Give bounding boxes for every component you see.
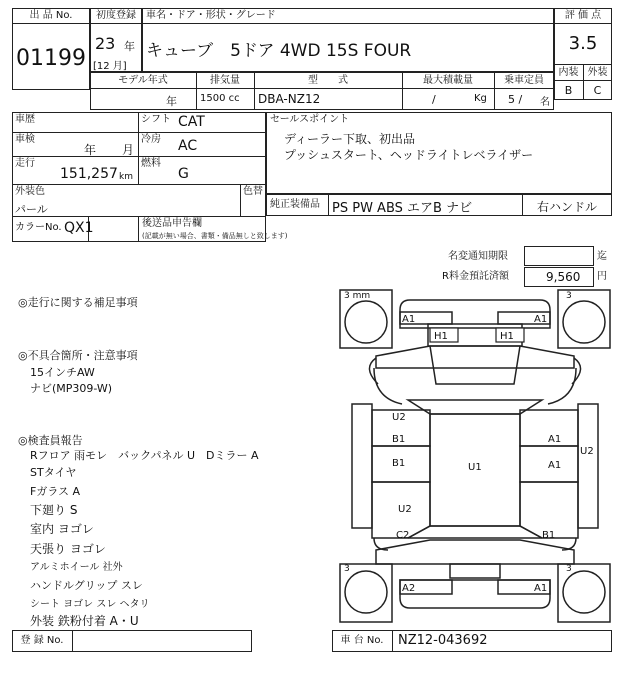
sales-points-label: セールスポイント (270, 114, 350, 125)
score-value: 3.5 (568, 33, 598, 54)
defect-2: ナビ(MP309-W) (30, 382, 113, 395)
shift-label: シフト (141, 114, 171, 125)
recycle-unit: 円 (597, 271, 607, 282)
info-h3 (12, 184, 266, 185)
aftermarket-note: (記載が無い場合、書類・備品無しと致します) (142, 232, 288, 240)
front-view (376, 346, 574, 368)
defects-title: ◎不具合箇所・注意事項 (18, 349, 138, 362)
lot-number: 01199 (16, 46, 86, 71)
fuel-label: 燃料 (141, 158, 161, 169)
displacement-label: 排気量 (210, 75, 240, 86)
mark-h1-left: H1 (434, 331, 448, 342)
mileage-unit: km (119, 172, 133, 182)
registration-label: 登 録 No. (20, 635, 64, 646)
lot-label: 出 品 No. (29, 10, 73, 21)
first-reg-year-unit: 年 (124, 40, 135, 53)
report-3: Fガラス A (30, 485, 81, 498)
capacity-label: 乗車定員 (504, 75, 544, 86)
max-load-label: 最大積載量 (423, 75, 473, 86)
mark-u2-right: U2 (580, 446, 594, 457)
driving-notes-title: ◎走行に関する補足事項 (18, 296, 138, 309)
mark-a2-bottom: A2 (402, 583, 416, 594)
equip-div-1 (328, 194, 329, 216)
model-year-label: モデル年式 (118, 75, 168, 86)
displacement-value: 1500 cc (200, 93, 240, 104)
report-2: STタイヤ (30, 466, 77, 479)
sales-point-line-1: ディーラー下取、初出品 (284, 132, 416, 146)
info-h1 (12, 132, 266, 133)
grade-label-line (554, 80, 612, 81)
handle-value: 右ハンドル (536, 200, 597, 214)
windshield (408, 400, 542, 414)
mark-u2-left: U2 (392, 412, 406, 423)
first-reg-month: [12 月] (93, 61, 127, 72)
name-change-unit: 迄 (597, 251, 607, 262)
rear-plate (450, 564, 500, 578)
info-h4 (12, 216, 266, 217)
type-label: 型 式 (308, 75, 348, 86)
tire-label-tr: 3 (566, 291, 572, 301)
exterior-color-label: 外装色 (15, 186, 45, 197)
info-h2 (12, 156, 266, 157)
type-value: DBA-NZ12 (258, 92, 321, 106)
inspection-month: 月 (122, 143, 135, 157)
mark-a1-bottom: A1 (534, 583, 548, 594)
mark-u1-center: U1 (468, 462, 482, 473)
windshield-top (430, 346, 520, 384)
report-10: 外装 鉄粉付着 A・U (30, 614, 139, 628)
score-label: 評 価 点 (564, 10, 602, 21)
mileage-value: 151,257 (60, 166, 118, 182)
shift-value: CAT (178, 114, 205, 130)
capacity-value: 5 / (508, 93, 523, 106)
mark-a1-right: A1 (548, 434, 562, 445)
tire-bl (345, 571, 387, 613)
recycle-value: 9,560 (546, 270, 581, 284)
registration-div (72, 630, 73, 652)
color-no-value: QX1 (64, 220, 94, 236)
info-vdiv-4 (138, 216, 139, 242)
first-reg-label: 初度登録 (96, 10, 136, 21)
info-vdiv-2 (240, 184, 241, 216)
exterior-grade: C (593, 84, 602, 97)
report-6: 天張り ヨゴレ (30, 542, 106, 556)
mileage-label: 走行 (15, 158, 35, 169)
first-reg-year: 23 (95, 34, 116, 53)
name-change-label: 名変通知期限 (448, 251, 508, 262)
inspector-title: ◎検査員報告 (18, 434, 83, 447)
report-5: 室内 ヨゴレ (30, 522, 94, 536)
color-no-label: カラーNo. (15, 222, 62, 233)
mark-a1-top-right: A1 (534, 314, 548, 325)
vehicle-name: キューブ 5ドア 4WD 15S FOUR (146, 41, 412, 61)
model-year-unit: 年 (166, 95, 177, 108)
fuel-value: G (178, 166, 189, 182)
chassis-label: 車 台 No. (340, 635, 384, 646)
tire-br (563, 571, 605, 613)
defect-1: 15インチAW (30, 366, 95, 379)
inspection-label: 車検 (15, 134, 35, 145)
info-vdiv (138, 112, 139, 184)
mark-h1-right: H1 (500, 331, 514, 342)
chassis-div (392, 630, 393, 652)
mark-b1-right: B1 (542, 530, 556, 541)
aftermarket-label: 後送品申告欄 (142, 218, 202, 229)
mark-a1-top-left: A1 (402, 314, 416, 325)
name-change-box (524, 246, 594, 266)
sales-point-line-2: プッシュスタート、ヘッドライトレベライザー (284, 148, 534, 162)
rear-view (376, 540, 574, 564)
report-1: Rフロア 雨モレ バックパネル U Dミラー A (30, 449, 259, 462)
recycle-label: R料金預託済額 (442, 271, 509, 282)
report-4: 下廻り S (30, 503, 78, 517)
ac-label: 冷房 (141, 134, 161, 145)
front-wheel-arch-left (374, 368, 402, 404)
interior-grade: B (564, 84, 573, 97)
interior-label: 内装 (558, 67, 579, 78)
repaint-label: 色替 (243, 186, 263, 197)
capacity-unit: 名 (540, 97, 550, 108)
mark-u2-left-lower: U2 (398, 504, 412, 515)
report-8: ハンドルグリップ スレ (30, 579, 143, 592)
report-9: シート ヨゴレ スレ ヘタリ (30, 599, 150, 610)
tire-label-bl: 3 (344, 564, 350, 574)
report-7: アルミホイール 社外 (30, 562, 123, 573)
front-wheel-arch-right (548, 368, 576, 404)
body-right-side (578, 404, 598, 528)
mark-c2-left: C2 (396, 530, 410, 541)
vehicle-label: 車名・ドア・形状・グレード (146, 10, 276, 21)
equipment-label: 純正装備品 (270, 199, 320, 210)
tire-label-tl: 3 mm (344, 291, 371, 301)
body-left-side (352, 404, 372, 528)
chassis-number: NZ12-043692 (398, 633, 488, 648)
inspection-year: 年 (84, 143, 97, 157)
spec-label-line (90, 88, 554, 89)
exterior-color-value: パール (15, 203, 48, 216)
car-diagram (338, 288, 612, 624)
ac-value: AC (178, 138, 198, 154)
history-label: 車歴 (15, 114, 35, 125)
tire-tl (345, 301, 387, 343)
mark-a1-right-2: A1 (548, 460, 562, 471)
mark-b1-left-2: B1 (392, 458, 406, 469)
tire-label-br: 3 (566, 564, 572, 574)
equipment-value: PS PW ABS エアB ナビ (332, 201, 473, 216)
mark-b1-left: B1 (392, 434, 406, 445)
max-load-value: / (432, 93, 436, 106)
exterior-label: 外装 (587, 67, 608, 78)
max-load-unit: Kg (474, 93, 487, 104)
tire-tr (563, 301, 605, 343)
